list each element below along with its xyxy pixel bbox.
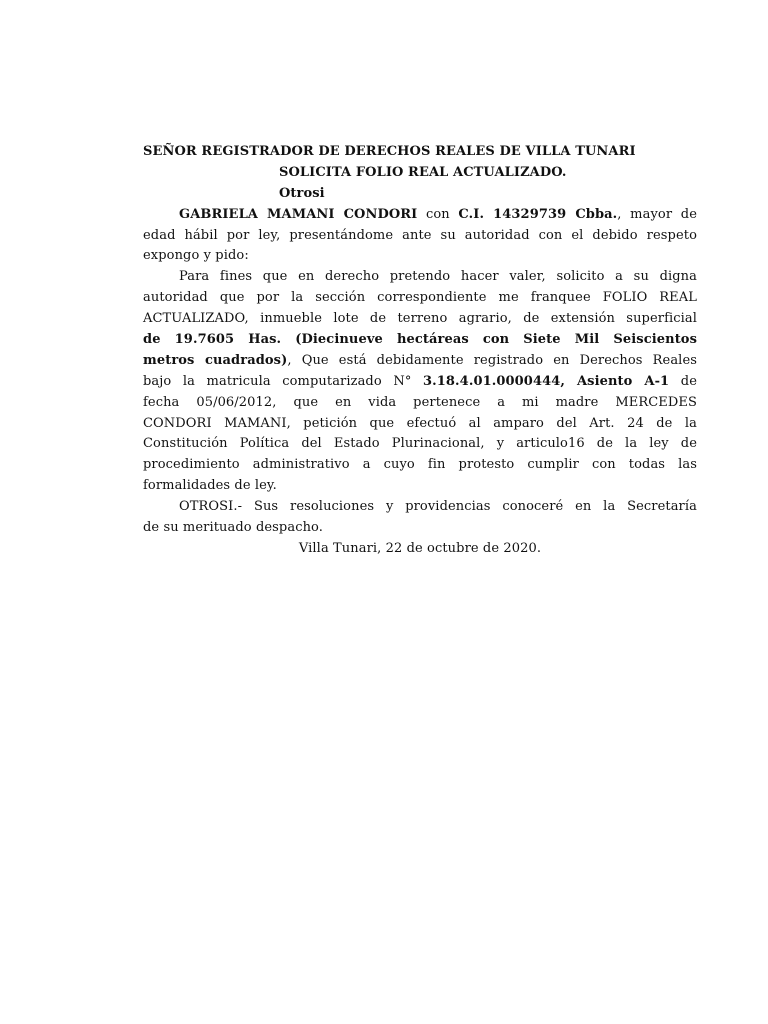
body-line-2: autoridad que por la sección correspondiente me franquee FOLIO REAL [143, 290, 697, 306]
body-line-7: fecha 05/06/2012, que en vida pertenece a mi madre MERCEDES [143, 394, 697, 410]
area-line: de 19.7605 Has. (Diecinueve hectáreas con Siete Mil Seiscientos [143, 332, 697, 348]
document-body [143, 142, 697, 560]
body-line-6-pre: bajo la matricula computarizado N° [143, 373, 423, 389]
body-line-11: formalidades de ley. [143, 478, 277, 494]
body-line-8: CONDORI MAMANI, petición que efectuó al amparo del Art. 24 de la [143, 415, 697, 431]
addressee-heading: SEÑOR REGISTRADOR DE DERECHOS REALES DE VILLA TUNARI [143, 144, 636, 159]
petitioner-name: GABRIELA MAMANI CONDORI [179, 206, 418, 222]
otrosi-line-1: OTROSI.- Sus resoluciones y providencias conoceré en la Secretaría [179, 499, 697, 515]
body-line-6-post: de [669, 373, 697, 389]
intro-line-3: expongo y pido: [143, 248, 249, 264]
intro-line-1-rest: , mayor de [617, 206, 697, 222]
body-line-10: procedimiento administrativo a cuyo fin protesto cumplir con todas las [143, 457, 697, 473]
otrosi-line-2: de su merituado despacho. [143, 520, 323, 536]
place-and-date: Villa Tunari, 22 de octubre de 2020. [298, 540, 542, 556]
ci-prefix: con [417, 206, 459, 222]
body-line-5 [143, 351, 697, 372]
matricula-comma: , [560, 373, 577, 389]
petitioner-ci: C.I. 14329739 Cbba. [458, 206, 618, 222]
body-line-9: Constitución Política del Estado Plurinacional, y articulo16 de la ley de [143, 436, 697, 452]
asiento-number: Asiento A-1 [576, 373, 670, 389]
otrosi-heading: Otrosi [279, 185, 325, 201]
area-line-end: metros cuadrados) [143, 352, 288, 368]
body-line-3: ACTUALIZADO, inmueble lote de terreno agrario, de extensión superficial [143, 311, 697, 327]
body-line-1: Para fines que en derecho pretendo hacer valer, solicito a su digna [179, 269, 697, 285]
intro-line-1 [143, 205, 697, 226]
body-line-6 [143, 372, 697, 393]
matricula-number: 3.18.4.01.0000444 [422, 373, 561, 389]
document-subject: SOLICITA FOLIO REAL ACTUALIZADO. [279, 164, 567, 180]
body-line-5-rest: , Que está debidamente registrado en Derechos Reales [287, 352, 698, 368]
intro-line-2: edad hábil por ley, presentándome ante su autoridad con el debido respeto [143, 227, 697, 243]
